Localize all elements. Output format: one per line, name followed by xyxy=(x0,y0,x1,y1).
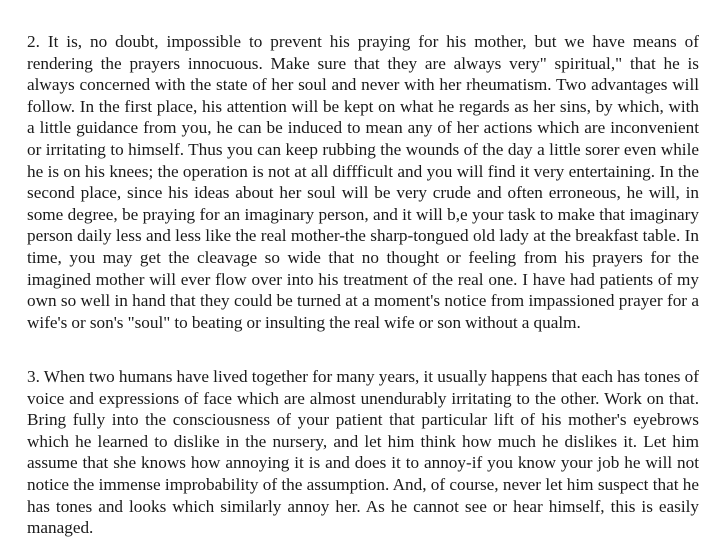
paragraph-2: 2. It is, no doubt, impossible to prevent his praying for his mother, but we have means of rendering the prayers innocuous. Make sure that they are always very" spiritual," that he is always concerned with the state of her soul and never with her rheumatism. Two advantages will follow. In the first place, his attention will be kept on what he regards as her sins, by which, with a little guidance from you, he can be induced to mean any of her actions which are inconvenient or irritating to himself. Thus you can keep rubbing the wounds of the day a little sorer even while he is on his knees; the operation is not at all diffficult and you will find it very entertaining. In the second place, since his ideas about her soul will be very crude and often erroneous, he will, in some degree, be praying for an imaginary person, and it will b,e your task to make that imaginary person daily less and less like the real mother-the sharp-tongued old lady at the breakfast table. In time, you may get the cleavage so wide that no thought or feeling from his prayers for the imagined mother will ever flow over into his treatment of the real one. I have had patients of my own so well in hand that they could be turned at a moment's notice from impassioned prayer for a wife's or son's "soul" to beating or insulting the real wife or son without a qualm. xyxy=(27,32,699,332)
paragraph-3: 3. When two humans have lived together for many years, it usually happens that each has tones of voice and expressions of face which are almost unendurably irritating to the other. Work on that. Bring fully into the consciousness of your patient that particular lift of his mother's eyebrows which he learned to dislike in the nursery, and let him think how much he dislikes it. Let him assume that she knows how annoying it is and does it to annoy-if you know your job he will not notice the immense improbability of the assumption. And, of course, never let him suspect that he has tones and looks which similarly annoy her. As he cannot see or hear himself, this is easily managed. xyxy=(27,367,699,538)
